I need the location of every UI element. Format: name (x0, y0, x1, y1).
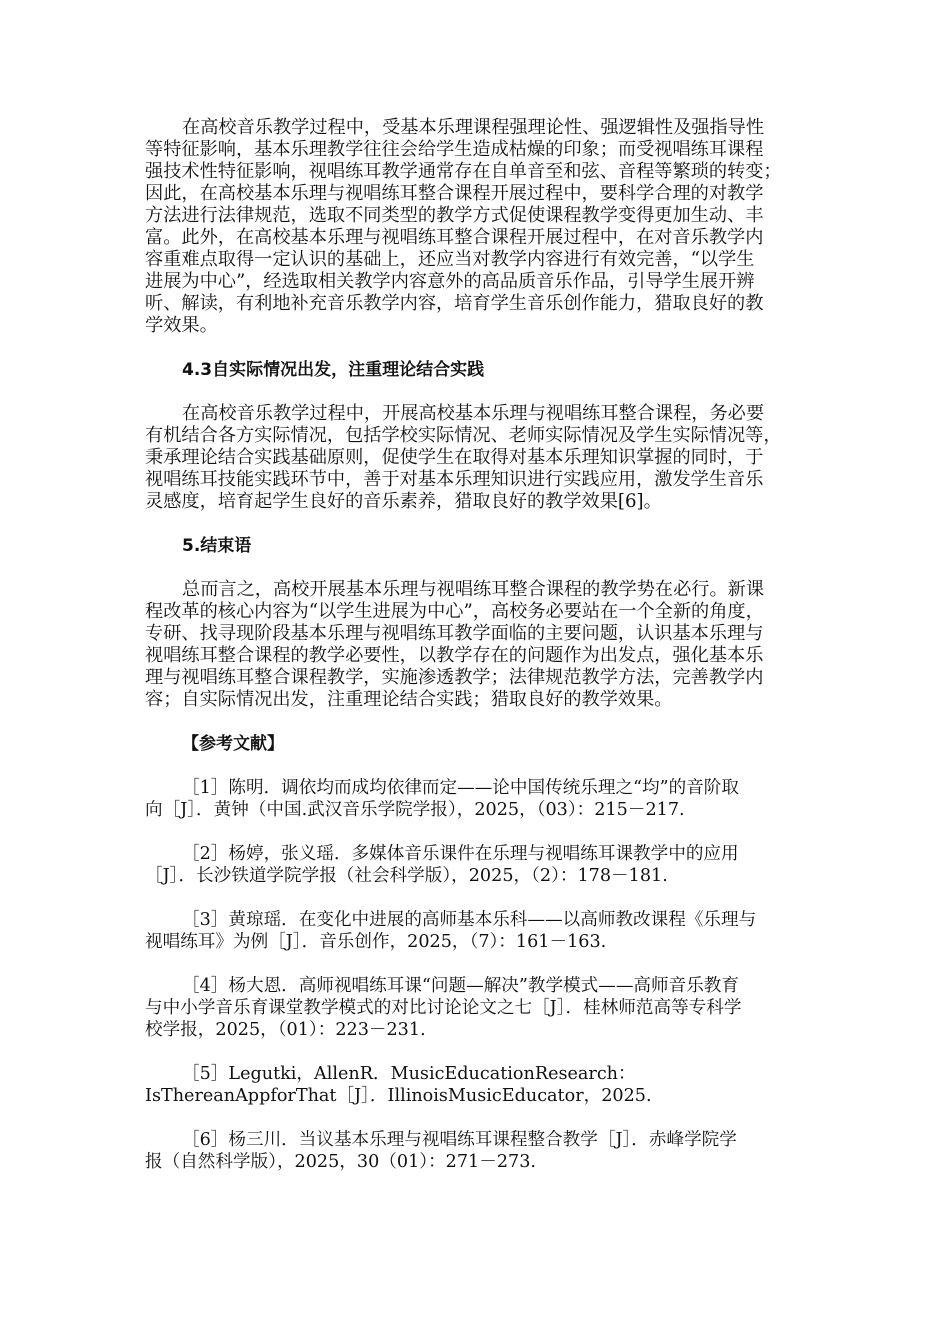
text-line: 容重难点取得一定认识的基础上，还应当对教学内容进行有效完善，“以学生 (145, 249, 755, 270)
text-line: 学效果。 (145, 315, 218, 336)
text-line: 专研、找寻现阶段基本乐理与视唱练耳教学面临的主要问题，认识基本乐理与 (145, 623, 764, 644)
reference-1-line: ［1］陈明．调依均而成均依律而定——论中国传统乐理之“均”的音阶取 (182, 778, 739, 798)
text-line: 程改革的核心内容为“以学生进展为中心”，高校务必要站在一个全新的角度， (145, 601, 764, 622)
reference-6-line: 报（自然科学版），2025，30（01）：271－273. (145, 1152, 537, 1172)
text-line: 在高校音乐教学过程中，开展高校基本乐理与视唱练耳整合课程，务必要 (182, 403, 765, 424)
references-heading: 【参考文献】 (182, 734, 284, 754)
text-line: 秉承理论结合实践基础原则，促使学生在取得对基本乐理知识掌握的同时，于 (145, 447, 764, 468)
reference-1-line: 向［J］．黄钟（中国.武汉音乐学院学报），2025，（03）：215－217. (145, 800, 685, 820)
text-line: 灵感度，培育起学生良好的音乐素养，猎取良好的教学效果[6]。 (145, 491, 662, 512)
reference-3-line: ［3］黄琼瑶．在变化中进展的高师基本乐科——以高师教改课程《乐理与 (182, 910, 757, 930)
reference-4-line: 校学报，2025，（01）：223－231. (145, 1020, 426, 1040)
text-line: 方法进行法律规范，选取不同类型的教学方式促使课程教学变得更加生动、丰 (145, 205, 764, 226)
text-line: 有机结合各方实际情况，包括学校实际情况、老师实际情况及学生实际情况等， (145, 425, 782, 446)
text-line: 富。此外，在高校基本乐理与视唱练耳整合课程开展过程中，在对音乐教学内 (145, 227, 764, 248)
text-line: 容；自实际情况出发，注重理论结合实践；猎取良好的教学效果。 (145, 689, 673, 710)
text-line: 进展为中心”，经选取相关教学内容意外的高品质音乐作品，引导学生展开辨 (145, 271, 755, 292)
text-line: 在高校音乐教学过程中，受基本乐理课程强理论性、强逻辑性及强指导性 (182, 117, 765, 138)
text-line: 听、解读，有利地补充音乐教学内容，培育学生音乐创作能力，猎取良好的教 (145, 293, 764, 314)
reference-4-line: 与中小学音乐育课堂教学模式的对比讨论论文之七［J］．桂林师范高等专科学 (145, 998, 742, 1018)
text-line: 强技术性特征影响，视唱练耳教学通常存在自单音至和弦、音程等繁琐的转变； (145, 161, 782, 182)
reference-5-line: IsThereanAppforThat［J］．IllinoisMusicEducator，2025. (145, 1086, 652, 1106)
reference-2-line: ［J］．长沙铁道学院学报（社会科学版），2025，（2）：178－181. (145, 866, 668, 886)
reference-5-line: ［5］Legutki，AllenR．MusicEducationResearch： (182, 1064, 636, 1084)
section-heading-4-3: 4.3自实际情况出发，注重理论结合实践 (182, 360, 485, 380)
text-line: 视唱练耳技能实践环节中，善于对基本乐理知识进行实践应用，激发学生音乐 (145, 469, 764, 490)
reference-4-line: ［4］杨大恩．高师视唱练耳课“问题—解决”教学模式——高师音乐教育 (182, 976, 739, 996)
text-line: 等特征影响，基本乐理教学往往会给学生造成枯燥的印象；而受视唱练耳课程 (145, 139, 764, 160)
text-line: 因此，在高校基本乐理与视唱练耳整合课程开展过程中，要科学合理的对教学 (145, 183, 764, 204)
reference-3-line: 视唱练耳》为例［J］．音乐创作，2025，（7）：161－163. (145, 932, 607, 952)
text-line: 视唱练耳整合课程的教学必要性，以教学存在的问题作为出发点，强化基本乐 (145, 645, 764, 666)
section-heading-5: 5.结束语 (182, 536, 252, 556)
reference-2-line: ［2］杨婷，张义瑶．多媒体音乐课件在乐理与视唱练耳课教学中的应用 (182, 844, 739, 864)
text-line: 理与视唱练耳整合课程教学，实施渗透教学；法律规范教学方法，完善教学内 (145, 667, 764, 688)
text-line: 总而言之，高校开展基本乐理与视唱练耳整合课程的教学势在必行。新课 (182, 579, 765, 600)
reference-6-line: ［6］杨三川．当议基本乐理与视唱练耳课程整合教学［J］．赤峰学院学 (182, 1130, 737, 1150)
